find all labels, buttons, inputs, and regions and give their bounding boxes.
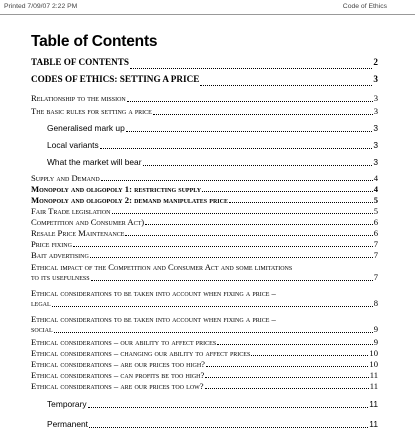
toc-entry-label: Price fixing [31, 239, 72, 249]
toc-entry-page: 5 [373, 206, 378, 216]
toc-entry[interactable] [31, 74, 378, 89]
dot-leader [202, 191, 373, 192]
toc-entry-page: 11 [369, 370, 378, 380]
dot-leader [200, 85, 372, 86]
toc-entry-label: Competition and Consumer Act) [31, 217, 145, 227]
toc-entry[interactable] [31, 93, 378, 105]
toc-entry[interactable] [31, 123, 378, 135]
toc-entry[interactable] [31, 195, 378, 206]
dot-leader [54, 332, 373, 333]
toc-entry[interactable] [31, 399, 378, 411]
toc-entry-label: Resale Price Maintenance [31, 228, 125, 238]
toc-entry-label: Ethical considerations – are our prices too high? [31, 359, 205, 369]
toc-entry[interactable] [31, 140, 378, 152]
toc-entry-page: 3 [373, 106, 378, 116]
toc-entry-page: 7 [373, 272, 378, 282]
toc-entry-label: Monopoly and oligopoly 1: restricting supply [31, 184, 202, 194]
toc-entry[interactable] [31, 239, 378, 250]
dot-leader [130, 68, 372, 69]
toc-entry-label-cont: social [31, 324, 53, 334]
print-timestamp: Printed 7/09/07 2:22 PM [4, 3, 78, 10]
toc-entry-label: Ethical considerations – changing our ability to affect prices [31, 348, 251, 358]
toc-entry-label: Ethical considerations – our ability to affect prices [31, 337, 217, 347]
toc-entry[interactable] [31, 173, 378, 184]
toc-entry[interactable] [31, 184, 378, 195]
toc-entry[interactable] [31, 157, 378, 169]
dot-leader [205, 388, 369, 389]
toc-entry[interactable] [31, 262, 378, 284]
print-header [0, 0, 415, 15]
dot-leader [112, 213, 373, 214]
toc-entry-page: 2 [373, 57, 378, 67]
toc-entry[interactable] [31, 314, 378, 336]
toc-entry-label: Bait advertising [31, 250, 89, 260]
toc-entry-label-cont: to its usefulness [31, 272, 90, 282]
dot-leader [217, 344, 373, 345]
toc-entry[interactable] [31, 217, 378, 228]
toc-entry-label: TABLE OF CONTENTS [31, 57, 130, 67]
dot-leader [100, 148, 373, 149]
dot-leader [229, 202, 373, 203]
toc-entry[interactable] [31, 250, 378, 261]
dot-leader [251, 355, 368, 356]
dot-leader [89, 427, 368, 428]
toc-entry-label: Temporary [47, 399, 87, 409]
toc-entry[interactable] [31, 419, 378, 431]
toc-entry-page: 7 [373, 239, 378, 249]
toc-entry[interactable] [31, 206, 378, 217]
toc-entry-label: Ethical considerations – are our prices too low? [31, 381, 204, 391]
toc-entry-label: Monopoly and oligopoly 2: demand manipulates price [31, 195, 228, 205]
dot-leader [205, 377, 368, 378]
dot-leader [91, 280, 373, 281]
toc-entry-page: 5 [373, 195, 378, 205]
table-of-contents [31, 57, 378, 431]
toc-entry[interactable] [31, 288, 378, 310]
toc-entry[interactable] [31, 228, 378, 239]
toc-entry[interactable] [31, 381, 378, 392]
toc-entry-page: 9 [373, 324, 378, 334]
toc-entry-page: 3 [373, 157, 378, 167]
toc-entry-page: 11 [369, 381, 378, 391]
dot-leader [88, 407, 369, 408]
dot-leader [101, 180, 373, 181]
dot-leader [145, 224, 373, 225]
toc-entry-page: 10 [369, 348, 378, 358]
toc-entry[interactable] [31, 57, 378, 72]
toc-entry[interactable] [31, 106, 378, 118]
dot-leader [125, 235, 372, 236]
toc-entry-page: 3 [373, 74, 378, 84]
toc-entry-page: 3 [373, 140, 378, 150]
toc-entry[interactable] [31, 370, 378, 381]
toc-entry[interactable] [31, 348, 378, 359]
toc-entry-page: 4 [373, 184, 378, 194]
toc-entry-page: 3 [373, 93, 378, 103]
toc-entry-page: 11 [369, 419, 378, 429]
toc-entry-label: What the market will bear [47, 157, 142, 167]
dot-leader [126, 131, 373, 132]
toc-entry-page: 11 [369, 399, 378, 409]
toc-entry-label: Ethical considerations to be taken into account when fixing a price – [31, 314, 276, 324]
toc-entry-label: Fair Trade legislation [31, 206, 111, 216]
toc-entry-page: 3 [373, 123, 378, 133]
dot-leader [127, 101, 373, 102]
toc-entry-page: 8 [373, 298, 378, 308]
dot-leader [90, 257, 373, 258]
toc-entry-page: 7 [373, 250, 378, 260]
toc-entry-label: Ethical considerations – can profits be too high? [31, 370, 205, 380]
toc-entry[interactable] [31, 337, 378, 348]
toc-entry-label: The basic rules for setting a price [31, 106, 152, 116]
toc-entry-label: Local variants [47, 140, 99, 150]
dot-leader [143, 165, 373, 166]
dot-leader [206, 366, 368, 367]
dot-leader [73, 246, 373, 247]
toc-entry-label: Relationship to the mission [31, 93, 126, 103]
toc-entry-label: Permanent [47, 419, 88, 429]
document-name: Code of Ethics [342, 3, 387, 10]
toc-heading: Table of Contents [31, 33, 158, 50]
toc-entry-label: Generalised mark up [47, 123, 125, 133]
dot-leader [52, 306, 373, 307]
toc-entry-label: Ethical impact of the Competition and Consumer Act and some limitations [31, 262, 293, 272]
toc-entry-page: 6 [373, 228, 378, 238]
toc-entry-label-cont: legal [31, 298, 51, 308]
dot-leader [153, 114, 373, 115]
toc-entry-label: Supply and Demand [31, 173, 100, 183]
toc-entry-page: 6 [373, 217, 378, 227]
toc-entry[interactable] [31, 359, 378, 370]
toc-entry-page: 10 [369, 359, 378, 369]
toc-entry-page: 9 [373, 337, 378, 347]
toc-entry-page: 4 [373, 173, 378, 183]
toc-entry-label: Ethical considerations to be taken into account when fixing a price – [31, 288, 276, 298]
toc-entry-label: CODES OF ETHICS: SETTING A PRICE [31, 74, 200, 84]
